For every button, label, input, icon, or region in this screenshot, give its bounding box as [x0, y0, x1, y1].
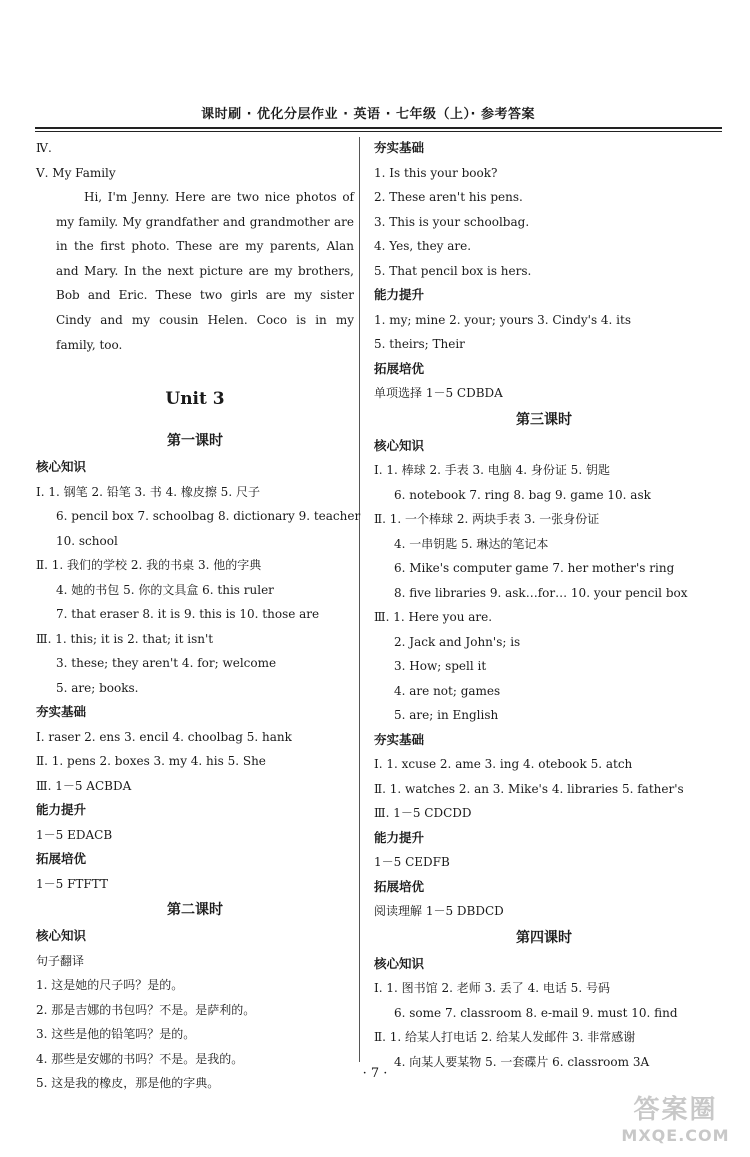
core-knowledge-4: 核心知识: [374, 955, 425, 971]
answer-line: Ⅰ. 1. 棒球 2. 手表 3. 电脑 4. 身份证 5. 钥匙: [374, 463, 610, 477]
answer-line: 5. That pencil box is hers.: [374, 263, 532, 278]
answer-line: 4. 向某人要某物 5. 一套碟片 6. classroom 3A: [394, 1054, 650, 1069]
left-column: [36, 136, 361, 1096]
answer-line: 阅读理解 1－5 DBDCD: [374, 904, 504, 918]
answer-line: 6. notebook 7. ring 8. bag 9. game 10. ask: [394, 487, 651, 502]
lesson-2-title: 第二课时: [167, 902, 223, 919]
page-number: · 7 ·: [362, 1066, 388, 1081]
basic-2: 夯实基础: [374, 140, 425, 155]
answer-line: 1. my; mine 2. your; yours 3. Cindy's 4. its: [374, 312, 631, 327]
answer-line: Ⅲ. 1. this; it is 2. that; it isn't: [36, 631, 214, 646]
answer-line: 5. theirs; Their: [374, 337, 465, 351]
answer-line: 2. 那是吉娜的书包吗？不是。是萨利的。: [36, 1002, 256, 1017]
answer-line: 7. that eraser 8. it is 9. this is 10. those are: [56, 607, 320, 622]
answer-line: Ⅱ. 1. 我们的学校 2. 我的书桌 3. 他的字典: [36, 558, 262, 573]
answer-line: 3. This is your schoolbag.: [374, 214, 530, 229]
answer-line: 1－5 FTFTT: [36, 876, 108, 891]
answer-line: Ⅱ. 1. 一个棒球 2. 两块手表 3. 一张身份证: [374, 512, 600, 526]
answer-line: 4. Yes, they are.: [374, 239, 472, 253]
answer-line: 3. 这些是他的铅笔吗？是的。: [36, 1027, 196, 1042]
answer-line: Ⅲ. 1－5 ACBDA: [36, 778, 132, 793]
answer-line: 3. How; spell it: [394, 659, 487, 673]
core-knowledge-2: 核心知识: [36, 928, 87, 944]
answer-line: 1－5 CEDFB: [374, 855, 450, 869]
answer-line: 6. some 7. classroom 8. e-mail 9. must 10. find: [394, 1005, 678, 1020]
answer-line: Ⅰ. 1. 图书馆 2. 老师 3. 丢了 4. 电话 5. 号码: [374, 981, 610, 995]
watermark-top: 答案圈: [633, 1095, 718, 1125]
answer-line: 5. are; in English: [394, 708, 499, 722]
ability-3: 能力提升: [374, 829, 425, 845]
answer-line: 2. These aren't his pens.: [374, 190, 523, 204]
lesson-1-title: 第一课时: [167, 433, 223, 450]
ability-2: 能力提升: [374, 287, 425, 302]
answer-line: Ⅲ. 1－5 CDCDD: [374, 806, 472, 820]
answer-line: 6. Mike's computer game 7. her mother's ring: [394, 561, 675, 575]
my-family-passage: Hi, I'm Jenny. Here are two nice photos of my family. My grandfather and grandmother are in the first photo. These are my parents, Alan and Mary. In the next picture are my brothers, Bob and Eric. These two girls are my sister Cindy and my cousin Helen. Coco is in my family, too.: [56, 190, 354, 352]
extension-1: 拓展培优: [36, 851, 87, 867]
page-header: 课时刷 · 优化分层作业 · 英语 · 七年级（上）· 参考答案: [201, 107, 535, 122]
answer-line: 1. Is this your book?: [374, 165, 498, 180]
answer-line: 单项选择 1－5 CDBDA: [374, 386, 503, 400]
sentence-translation-label: 句子翻译: [36, 953, 85, 968]
core-knowledge-3: 核心知识: [374, 437, 425, 453]
core-knowledge-1: 核心知识: [36, 459, 87, 475]
lesson-4-title: 第四课时: [516, 929, 572, 946]
watermark-logo: [613, 1089, 738, 1145]
answer-line: 5. are; books.: [56, 680, 139, 695]
answer-line: Ⅱ. 1. pens 2. boxes 3. my 4. his 5. She: [36, 754, 266, 769]
answer-line: 10. school: [56, 533, 118, 548]
answer-line: 4. 一串钥匙 5. 琳达的笔记本: [394, 536, 549, 551]
answer-line: 4. are not; games: [394, 683, 501, 698]
header-rule-thick: [35, 127, 722, 129]
answer-line: Ⅰ. raser 2. ens 3. encil 4. choolbag 5. hank: [36, 729, 292, 744]
column-divider: [359, 137, 360, 1062]
basic-3: 夯实基础: [374, 731, 425, 747]
answer-line: Ⅱ. 1. 给某人打电话 2. 给某人发邮件 3. 非常感谢: [374, 1030, 636, 1044]
section-v-title: Ⅴ. My Family: [36, 165, 116, 180]
basic-1: 夯实基础: [36, 704, 87, 720]
answer-line: Ⅰ. 1. 钢笔 2. 铅笔 3. 书 4. 橡皮擦 5. 尺子: [36, 484, 260, 499]
ability-1: 能力提升: [36, 802, 87, 818]
answer-line: 2. Jack and John's; is: [394, 634, 521, 649]
answer-line: Ⅲ. 1. Here you are.: [374, 610, 493, 624]
section-iv: Ⅳ.: [36, 141, 52, 155]
answer-line: 4. 那些是安娜的书吗？不是。是我的。: [36, 1051, 244, 1066]
answer-line: 1. 这是她的尺子吗？是的。: [36, 978, 184, 993]
extension-2: 拓展培优: [374, 360, 425, 376]
answer-line: 8. five libraries 9. ask…for… 10. your pencil box: [394, 585, 688, 600]
answer-line: 4. 她的书包 5. 你的文具盒 6. this ruler: [56, 582, 274, 597]
answer-line: Ⅱ. 1. watches 2. an 3. Mike's 4. libraries 5. father's: [374, 781, 684, 796]
watermark-bottom: MXQE.COM: [621, 1126, 730, 1145]
answer-line: 5. 这是我的橡皮，那是他的字典。: [36, 1076, 220, 1091]
right-column: [374, 136, 714, 1074]
answer-line: 1－5 EDACB: [36, 827, 113, 842]
lesson-3-title: 第三课时: [516, 411, 572, 428]
answer-line: 6. pencil box 7. schoolbag 8. dictionary 9. teacher: [56, 509, 361, 524]
unit-title: Unit 3: [165, 389, 225, 410]
header-rule-thin: [35, 131, 722, 132]
answer-line: Ⅰ. 1. xcuse 2. ame 3. ing 4. otebook 5. atch: [374, 757, 633, 771]
extension-3: 拓展培优: [374, 878, 425, 894]
answer-line: 3. these; they aren't 4. for; welcome: [56, 656, 277, 671]
